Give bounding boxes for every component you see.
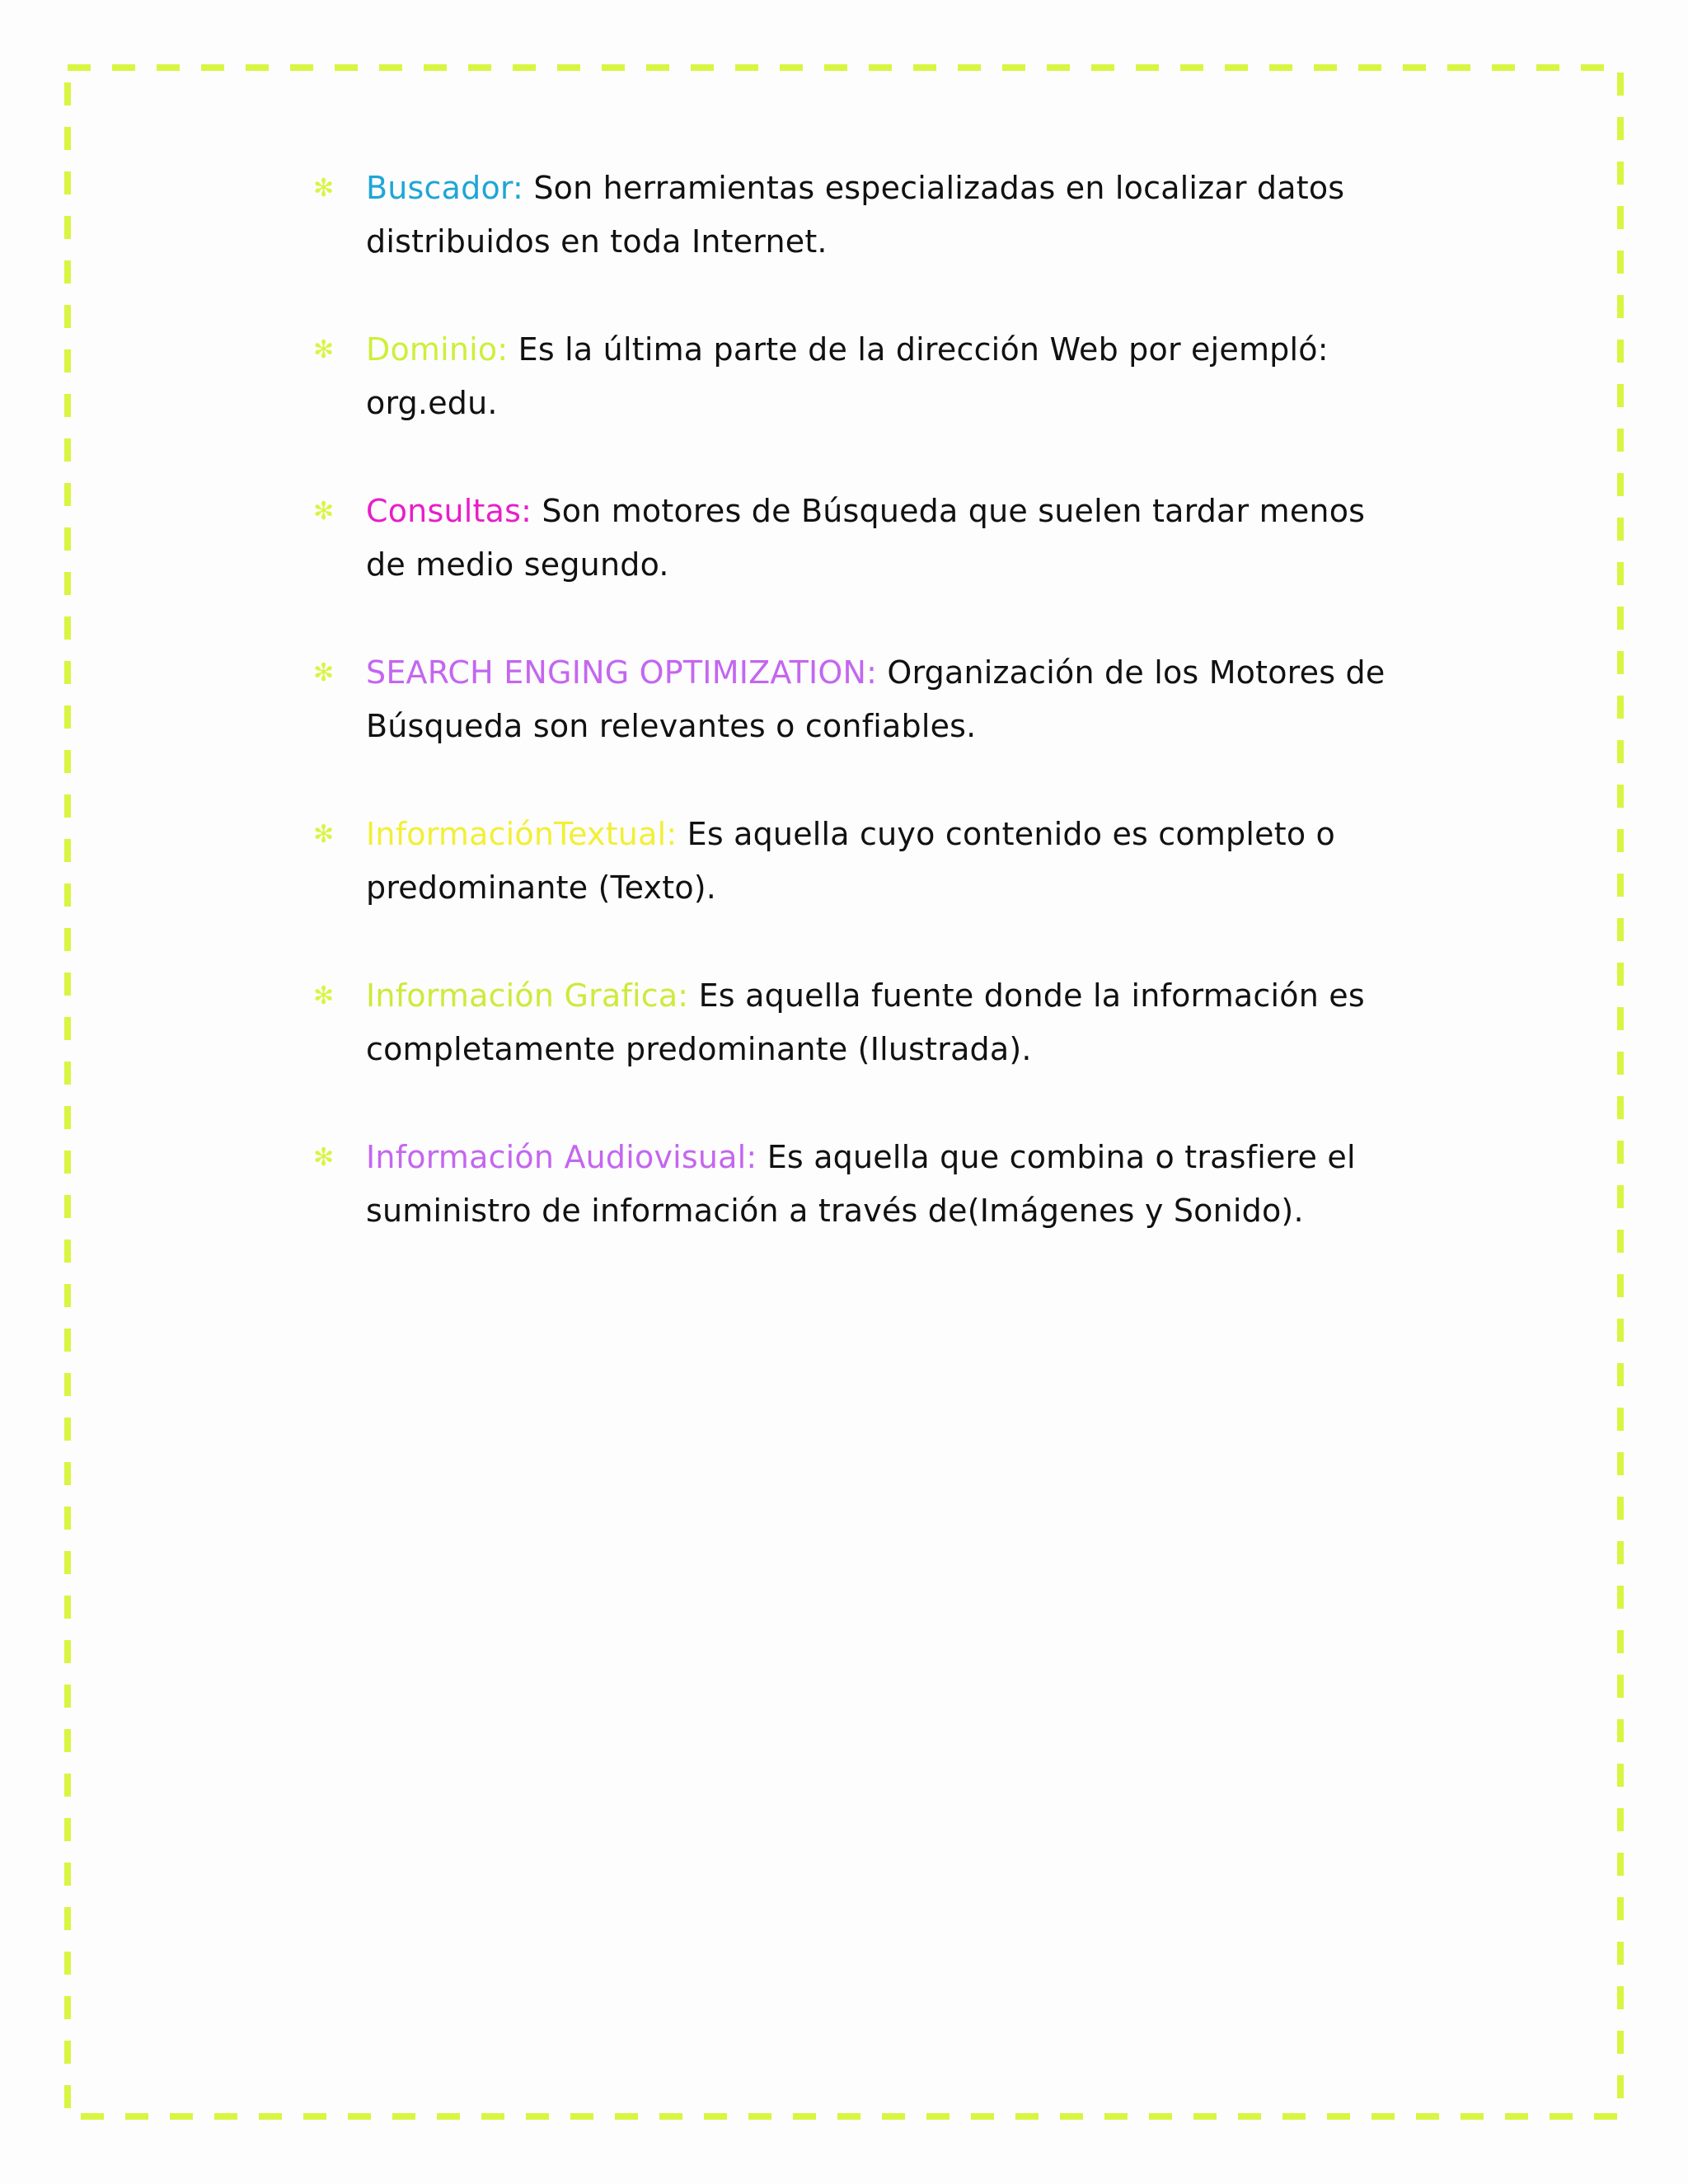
definition-item <box>313 485 1409 592</box>
definition-item <box>313 808 1409 915</box>
asterisk-bullet-icon: ✻ <box>313 658 335 687</box>
definition-item <box>313 323 1409 430</box>
definition-term: Buscador: <box>366 170 524 206</box>
asterisk-bullet-icon: ✻ <box>313 1143 335 1172</box>
asterisk-bullet-icon: ✻ <box>313 497 335 526</box>
definition-text: Son herramientas especializadas en localizar datos distribuidos en toda Internet. <box>366 170 1345 260</box>
asterisk-bullet-icon: ✻ <box>313 174 335 203</box>
definition-item <box>313 1131 1409 1238</box>
definition-text: Son motores de Búsqueda que suelen tardar menos de medio segundo. <box>366 493 1366 583</box>
definition-text: Es aquella cuyo contenido es completo o predominante (Texto). <box>366 816 1335 906</box>
definition-item <box>313 162 1409 269</box>
definition-term: Información Audiovisual: <box>366 1139 757 1175</box>
definition-list <box>313 162 1409 1292</box>
definition-term: Información Grafica: <box>366 977 689 1014</box>
definition-item <box>313 969 1409 1076</box>
definition-term: Consultas: <box>366 493 532 529</box>
definition-term: Dominio: <box>366 331 509 368</box>
definition-item <box>313 646 1409 753</box>
definition-text: Es aquella que combina o trasfiere el suministro de información a través de(Imágenes y Sonido). <box>366 1139 1356 1229</box>
definition-text: Es la última parte de la dirección Web por ejempló: org.edu. <box>366 331 1329 421</box>
asterisk-bullet-icon: ✻ <box>313 982 335 1010</box>
definition-text: Organización de los Motores de Búsqueda son relevantes o confiables. <box>366 654 1386 744</box>
definition-term: InformaciónTextual: <box>366 816 678 852</box>
asterisk-bullet-icon: ✻ <box>313 335 335 364</box>
asterisk-bullet-icon: ✻ <box>313 820 335 849</box>
definition-term: SEARCH ENGING OPTIMIZATION: <box>366 654 878 691</box>
definition-text: Es aquella fuente donde la información es completamente predominante (Ilustrada). <box>366 977 1365 1067</box>
